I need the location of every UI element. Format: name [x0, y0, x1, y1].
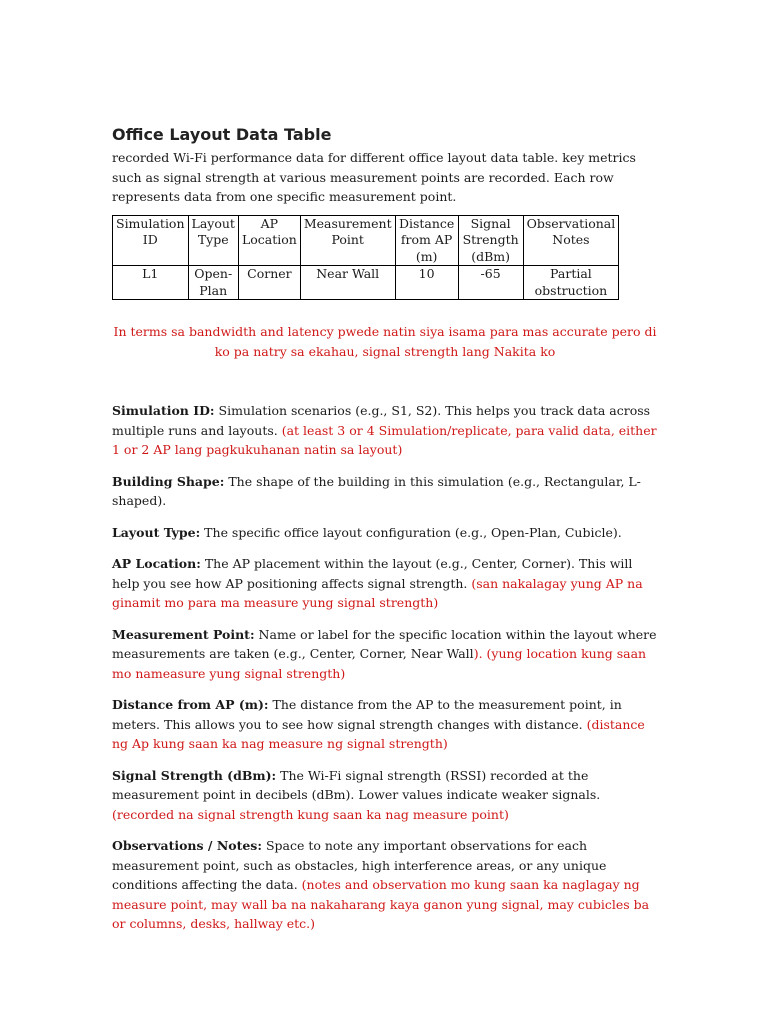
definition-observations-notes	[112, 836, 658, 934]
definition-text: Simulation scenarios (e.g., S1, S2). This helps you track data across multiple runs and layouts.	[112, 403, 651, 438]
definition-ap-location	[112, 554, 658, 613]
definition-simulation-id	[112, 401, 658, 460]
definition-note: (distance ng Ap kung saan ka nag measure ng signal strength)	[112, 716, 645, 751]
header-layout-type: Layout Type	[188, 215, 238, 266]
header-distance: Distance from AP (m)	[395, 215, 458, 266]
definition-note: (notes and observation mo kung saan ka naglagay ng measure point, may wall ba na nakaharang kaya ganon yung signal, may cubicles ba or columns, desks, hallway etc.)	[112, 877, 650, 931]
page-title: Office Layout Data Table	[112, 125, 332, 144]
definition-text: The Wi-Fi signal strength (RSSI) recorded at the measurement point in decibels (dBm). Lower values indicate weaker signals.	[112, 767, 601, 802]
cell-layout-type: Open-Plan	[188, 266, 238, 300]
definition-term: AP Location:	[112, 556, 201, 571]
definition-measurement-point	[112, 625, 658, 684]
definition-term: Distance from AP (m):	[112, 697, 269, 712]
definition-note: ). (yung location kung saan mo nameasure yung signal strength)	[112, 646, 647, 681]
definition-layout-type	[112, 523, 658, 543]
definition-text: The AP placement within the layout (e.g., Center, Corner). This will help you see how AP positioning affects signal strength.	[112, 556, 633, 591]
definition-term: Building Shape:	[112, 473, 225, 489]
definition-text: The distance from the AP to the measurement point, in meters. This allows you to see how signal strength changes with distance.	[112, 697, 622, 732]
definition-note: (recorded na signal strength kung saan ka nag measure point)	[112, 806, 509, 822]
cell-signal-strength: -65	[458, 266, 523, 300]
table-header-row	[113, 215, 619, 266]
definition-text: The shape of the building in this simulation (e.g., Rectangular, L-shaped).	[112, 473, 641, 508]
cell-measurement-point: Near Wall	[300, 266, 395, 300]
definition-term: Observations / Notes:	[112, 838, 262, 853]
definition-note: (at least 3 or 4 Simulation/replicate, para valid data, either 1 or 2 AP lang pagkukuhanan natin sa layout)	[112, 422, 657, 457]
cell-observational-notes: Partial obstruction	[523, 266, 619, 300]
definition-text: The specific office layout configuration (e.g., Open-Plan, Cubicle).	[200, 524, 622, 540]
cell-distance: 10	[395, 266, 458, 300]
header-ap-location: AP Location	[238, 215, 300, 266]
definition-note: (san nakalagay yung AP na ginamit mo para ma measure yung signal strength)	[112, 575, 643, 610]
cell-ap-location: Corner	[238, 266, 300, 300]
header-observational-notes: Observational Notes	[523, 215, 619, 266]
definition-building-shape	[112, 472, 658, 511]
header-signal-strength: Signal Strength (dBm)	[458, 215, 523, 266]
definitions-list	[112, 401, 658, 934]
definition-term: Layout Type:	[112, 524, 201, 540]
definition-term: Measurement Point:	[112, 626, 255, 642]
header-measurement-point: Measurement Point	[300, 215, 395, 266]
document-page	[112, 124, 658, 946]
header-simulation-id: Simulation ID	[113, 215, 189, 266]
definition-term: Signal Strength (dBm):	[112, 767, 277, 783]
definition-term: Simulation ID:	[112, 403, 215, 418]
cell-simulation-id: L1	[113, 266, 189, 300]
definition-distance-from-ap	[112, 695, 658, 754]
definition-text: Name or label for the specific location within the layout where measurements are taken (e.g., Center, Corner, Near Wall	[112, 626, 657, 661]
table-row	[113, 266, 619, 300]
definition-signal-strength	[112, 766, 658, 825]
comment-note: In terms sa bandwidth and latency pwede natin siya isama para mas accurate pero di ko pa natry sa ekahau, signal strength lang Nakita ko	[113, 324, 657, 359]
definition-text: Space to note any important observations for each measurement point, such as obstacles, high interference areas, or any unique conditions affecting the data.	[112, 838, 607, 892]
data-table	[112, 215, 619, 301]
intro-paragraph: recorded Wi-Fi performance data for different office layout data table. key metrics such as signal strength at various measurement points are recorded. Each row represents data from one specific measurement point.	[112, 150, 636, 204]
